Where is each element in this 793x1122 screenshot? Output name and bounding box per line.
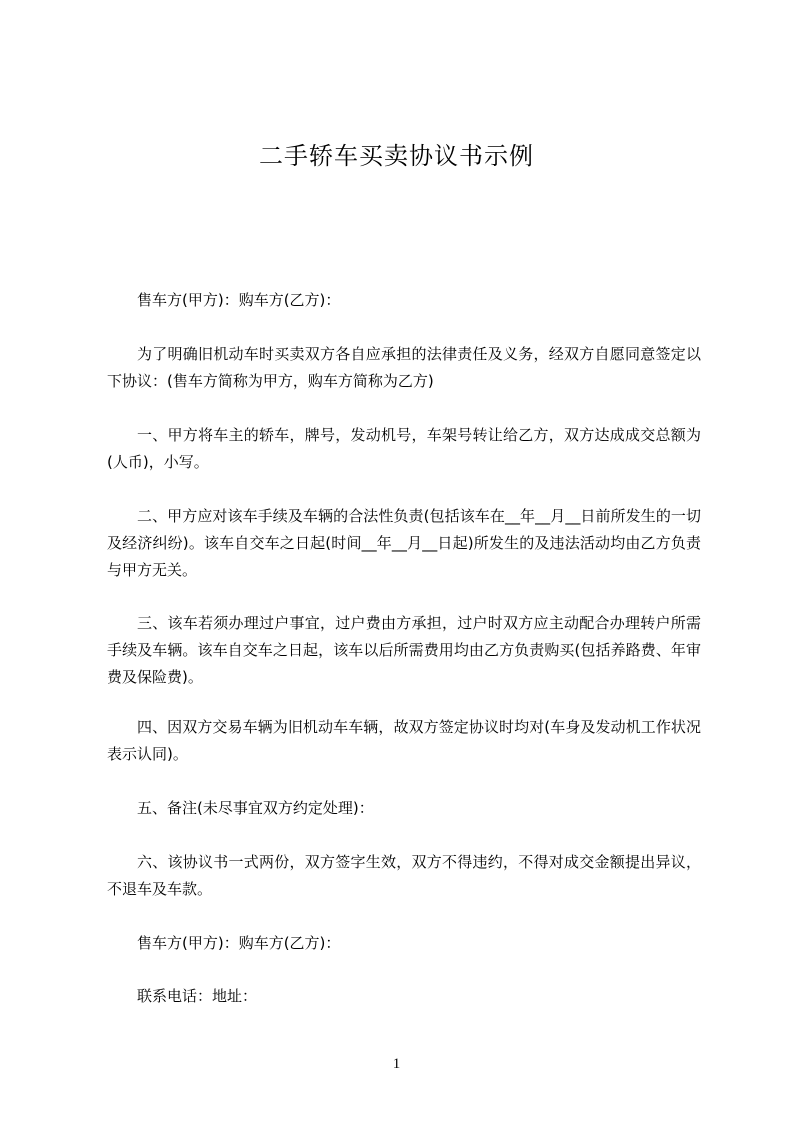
clause-three-paragraph: 三、该车若须办理过户事宜，过户费由方承担，过户时双方应主动配合办理转户所需手续及车辆。该车自交车之日起，该车以后所需费用均由乙方负责购买(包括养路费、年审费及保险费)。 — [107, 614, 701, 686]
seller-buyer-line: 售车方(甲方)：购车方(乙方)： — [137, 291, 341, 309]
page-number: 1 — [392, 1056, 401, 1072]
clause-two-paragraph: 二、甲方应对该车手续及车辆的合法性负责(包括该车在__年__月__日前所发生的一切及经济纠纷)。该车自交车之日起(时间__年__月__日起)所发生的及违法活动均由乙方负责与甲方无关。 — [107, 507, 701, 579]
contact-line: 联系电话：地址： — [137, 987, 258, 1005]
clause-one-paragraph: 一、甲方将车主的轿车，牌号，发动机号，车架号转让给乙方，双方达成成交总额为(人币)，小写。 — [107, 426, 701, 471]
document-title: 二手轿车买卖协议书示例 — [259, 142, 534, 170]
clause-four-paragraph: 四、因双方交易车辆为旧机动车车辆，故双方签定协议时均对(车身及发动机工作状况表示认同)。 — [107, 718, 701, 763]
preamble-paragraph: 为了明确旧机动车时买卖双方各自应承担的法律责任及义务，经双方自愿同意签定以下协议：(售车方简称为甲方，购车方简称为乙方) — [107, 345, 701, 390]
clause-six-paragraph: 六、该协议书一式两份，双方签字生效，双方不得违约，不得对成交金额提出异议，不退车及车款。 — [107, 853, 701, 898]
clause-five-paragraph: 五、备注(未尽事宜双方约定处理)： — [137, 799, 374, 817]
signature-line: 售车方(甲方)：购车方(乙方)： — [137, 934, 341, 952]
